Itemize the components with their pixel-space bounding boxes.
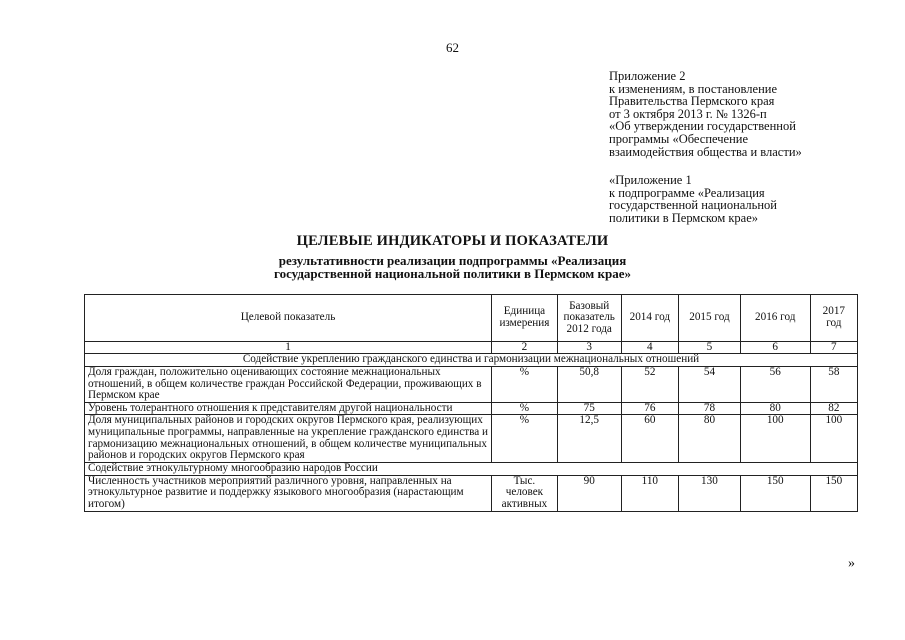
sub-appendix-line: государственной национальной [609,198,777,213]
section-heading: Содействие этнокультурному многообразию народов России [85,462,858,475]
subtitle-line: результативности реализации подпрограммы «Реализация [278,253,627,268]
section-heading: Содействие укреплению гражданского единства и гармонизации межнациональных отношений [85,354,858,367]
sub-appendix-line: «Приложение 1 [609,173,692,188]
base-cell: 12,5 [557,415,621,462]
header-2014: 2014 год [621,295,679,342]
header-2016: 2016 год [740,295,810,342]
appendix-line: к изменениям, в постановление [609,81,778,96]
value-2014-cell: 76 [621,402,679,415]
value-2016-cell: 100 [740,415,810,462]
closing-quote-mark: » [848,556,855,571]
unit-cell: Тыс. человек активных [492,475,558,511]
column-number: 1 [85,342,492,354]
value-2017-cell: 100 [810,415,857,462]
value-2015-cell: 130 [679,475,741,511]
indicators-table [84,294,858,512]
value-2014-cell: 52 [621,367,679,403]
value-2017-cell: 150 [810,475,857,511]
value-2017-cell: 82 [810,402,857,415]
section-row [85,462,858,475]
page-number: 62 [446,40,459,55]
unit-cell: % [492,402,558,415]
header-indicator: Целевой показатель [85,295,492,342]
value-2017-cell: 58 [810,367,857,403]
sub-appendix-line: к подпрограмме «Реализация [609,185,765,200]
subtitle-line: государственной национальной политики в Пермском крае» [274,266,631,281]
value-2015-cell: 78 [679,402,741,415]
value-2014-cell: 110 [621,475,679,511]
appendix-line: Приложение 2 [609,69,686,83]
appendix-line: от 3 октября 2013 г. № 1326-п [609,106,767,121]
table-row [85,367,858,403]
base-cell: 75 [557,402,621,415]
indicator-cell: Уровень толерантного отношения к представителям другой национальности [85,402,492,415]
table-row [85,402,858,415]
column-number: 7 [810,342,857,354]
column-number: 3 [557,342,621,354]
base-cell: 50,8 [557,367,621,403]
value-2015-cell: 80 [679,415,741,462]
header-2017: 2017 год [810,295,857,342]
column-number: 2 [492,342,558,354]
appendix-block [609,70,899,225]
header-base: Базовый показатель 2012 года [557,295,621,342]
column-number-row [85,342,858,354]
value-2015-cell: 54 [679,367,741,403]
value-2016-cell: 150 [740,475,810,511]
column-number: 6 [740,342,810,354]
table-row [85,475,858,511]
appendix-line: «Об утверждении государственной [609,119,796,134]
sub-appendix-line: политики в Пермском крае» [609,210,759,225]
column-number: 5 [679,342,741,354]
section-row [85,354,858,367]
indicator-cell: Доля граждан, положительно оценивающих состояние межнациональных отношений, в общем количестве граждан Российской Федерации, проживающих в Пермском крае [85,367,492,403]
header-unit: Единица измерения [492,295,558,342]
table-row [85,415,858,462]
appendix-line: программы «Обеспечение [609,131,749,146]
base-cell: 90 [557,475,621,511]
column-number: 4 [621,342,679,354]
appendix-line: Правительства Пермского края [609,94,775,109]
indicator-cell: Численность участников мероприятий различного уровня, направленных на этнокультурное развитие и поддержку языкового многообразия (нарастающим итогом) [85,475,492,511]
value-2016-cell: 80 [740,402,810,415]
appendix-line: взаимодействия общества и власти» [609,144,802,159]
value-2014-cell: 60 [621,415,679,462]
unit-cell: % [492,367,558,403]
value-2016-cell: 56 [740,367,810,403]
header-2015: 2015 год [679,295,741,342]
document-title: ЦЕЛЕВЫЕ ИНДИКАТОРЫ И ПОКАЗАТЕЛИ [296,233,609,249]
document-subtitle [0,254,905,280]
unit-cell: % [492,415,558,462]
indicator-cell: Доля муниципальных районов и городских округов Пермского края, реализующих муниципальные программы, направленные на укрепление гражданского единства и гармонизацию межнациональных отношений, в общем количестве муниципальных районов и городских округов Пермского края [85,415,492,462]
table-header-row [85,295,858,342]
